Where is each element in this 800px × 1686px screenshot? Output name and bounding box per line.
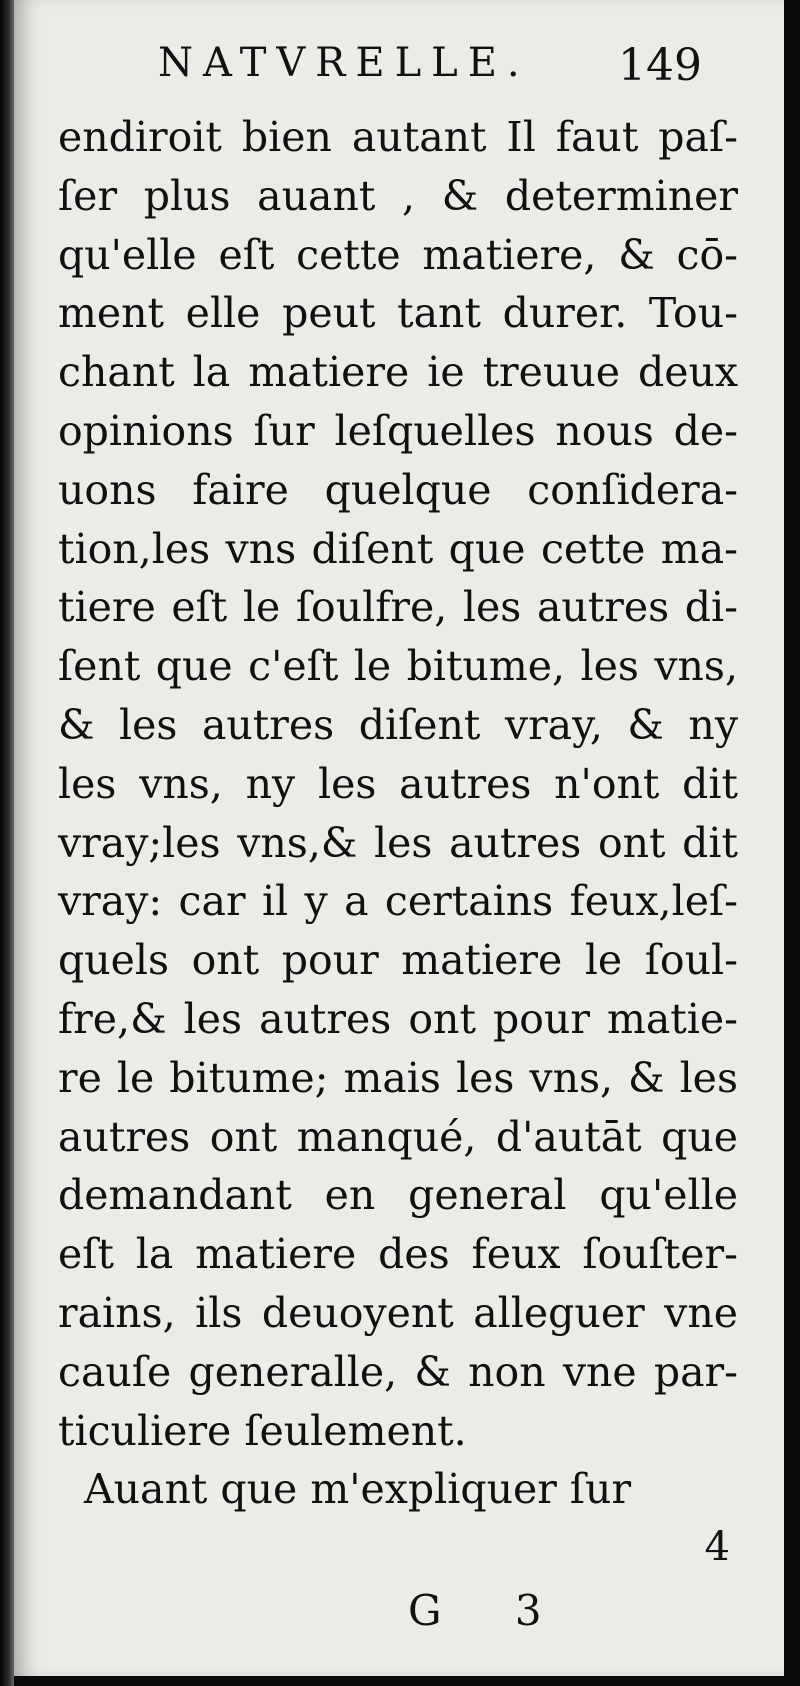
text-line: fre,& les autres ont pour matie- bbox=[58, 994, 738, 1043]
text-line: demandant en general qu'elle bbox=[58, 1171, 738, 1220]
body-text bbox=[58, 108, 738, 1519]
text-line: quels ont pour matiere le ſoul- bbox=[58, 936, 738, 985]
text-line: re le bitume; mais les vns, & les bbox=[58, 1053, 738, 1102]
text-line: endiroit bien autant Il faut paſ- bbox=[58, 113, 738, 161]
page-number: 149 bbox=[618, 40, 702, 91]
text-line: chant la matiere ie treuue deux bbox=[58, 348, 738, 397]
page-binding-edge bbox=[0, 0, 14, 1686]
text-line: qu'elle eſt cette matiere, & cō- bbox=[58, 230, 738, 279]
text-line: ticuliere ſeulement. bbox=[58, 1406, 467, 1455]
text-line: opinions ſur leſquelles nous de- bbox=[58, 406, 738, 455]
text-line: rains, ils deuoyent alleguer vne bbox=[58, 1288, 738, 1337]
running-title: NATVRELLE. bbox=[158, 40, 530, 86]
book-page bbox=[14, 0, 784, 1676]
text-line: ſent que c'eſt le bitume, les vns, bbox=[58, 642, 738, 691]
text-line: ſer plus auant , & determiner bbox=[58, 171, 738, 220]
text-line: autres ont manqué, d'autāt que bbox=[58, 1112, 738, 1161]
catchword: 4 bbox=[704, 1524, 730, 1570]
text-line: & les autres diſent vray, & ny bbox=[58, 700, 738, 749]
text-line: tiere eſt le ſoulfre, les autres di- bbox=[58, 583, 738, 632]
text-line: uons faire quelque conſidera- bbox=[58, 465, 738, 514]
running-head bbox=[134, 34, 714, 94]
signature-mark: G 3 bbox=[408, 1586, 572, 1635]
text-line: cauſe generalle, & non vne par- bbox=[58, 1347, 738, 1396]
text-line: tion,les vns diſent que cette ma- bbox=[58, 524, 738, 573]
text-line: les vns, ny les autres n'ont dit bbox=[58, 759, 738, 808]
text-line: vray: car il y a certains feux,leſ- bbox=[58, 877, 738, 926]
text-line: Auant que m'expliquer ſur bbox=[84, 1465, 632, 1514]
text-line: eſt la matiere des feux ſouſter- bbox=[58, 1230, 738, 1279]
text-line: ment elle peut tant durer. Tou- bbox=[58, 289, 738, 338]
text-line: vray;les vns,& les autres ont dit bbox=[58, 818, 738, 867]
